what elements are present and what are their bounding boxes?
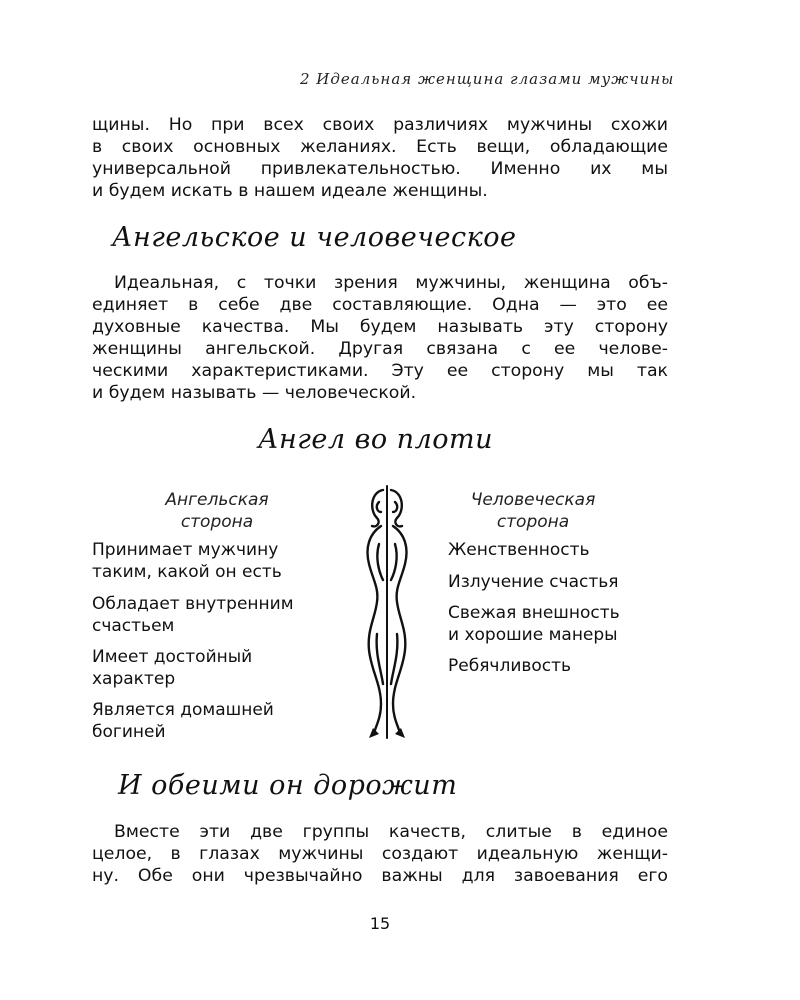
paragraph-line: универсальной привлекательностью. Именно их мы	[92, 159, 668, 179]
item-line: Свежая внешность	[448, 603, 620, 623]
paragraph-line: Вместе эти две группы качеств, слитые в единое	[114, 822, 668, 842]
item-line: Принимает мужчину	[92, 540, 279, 560]
item-line: Является домашней	[92, 700, 274, 720]
item-line: Имеет достойный	[92, 647, 253, 667]
paragraph-line: щины. Но при всех своих различиях мужчины схожи	[92, 115, 668, 135]
paragraph-line: ческими характеристиками. Эту ее сторону мы так	[92, 361, 668, 381]
paragraph-line: и будем искать в нашем идеале женщины.	[92, 181, 488, 201]
section-paragraph-2	[92, 821, 668, 887]
diagram-title: Ангел во плоти	[258, 424, 494, 455]
human-item	[448, 539, 590, 561]
section-heading-cherishes-both: И обеими он дорожит	[118, 770, 458, 801]
human-side-title-line: Человеческая	[470, 490, 596, 510]
paragraph-line: ну. Обе они чрезвычайно важны для завоевания его	[92, 866, 668, 886]
paragraph-line: в своих основных желаниях. Есть вещи, обладающие	[92, 137, 668, 157]
item-line: Обладает внутренним	[92, 594, 294, 614]
paragraph-line: женщины ангельской. Другая связана с ее челове-	[92, 339, 668, 359]
section-paragraph-1	[92, 272, 668, 404]
paragraph-line: единяет в себе две составляющие. Одна — это ее	[92, 295, 668, 315]
item-line: Ребячливость	[448, 656, 572, 676]
human-side-title	[448, 489, 618, 533]
angelic-item	[92, 539, 282, 583]
angelic-side-title	[132, 489, 302, 533]
running-head: 2 Идеальная женщина глазами мужчины	[300, 70, 675, 88]
item-line: и хорошие манеры	[448, 625, 618, 645]
page-number: 15	[369, 914, 391, 933]
paragraph-line: и будем называть — человеческой.	[92, 383, 417, 403]
human-item	[448, 655, 571, 677]
female-silhouette-icon	[355, 484, 419, 740]
human-side-title-line: сторона	[496, 512, 570, 532]
item-line: таким, какой он есть	[92, 562, 282, 582]
section-heading-angelic-and-human: Ангельское и человеческое	[112, 222, 517, 253]
item-line: богиней	[92, 722, 166, 742]
paragraph-line: Идеальная, с точки зрения мужчины, женщина объ-	[114, 273, 668, 293]
angelic-item	[92, 646, 252, 690]
intro-paragraph	[92, 114, 668, 202]
paragraph-line: целое, в глазах мужчины создают идеальную женщи-	[92, 844, 668, 864]
item-line: Женственность	[448, 540, 590, 560]
human-item	[448, 571, 619, 593]
paragraph-line: духовные качества. Мы будем называть эту сторону	[92, 317, 668, 337]
item-line: счастьем	[92, 616, 175, 636]
angelic-side-title-line: сторона	[180, 512, 254, 532]
angelic-item	[92, 699, 274, 743]
item-line: характер	[92, 669, 176, 689]
angelic-item	[92, 593, 294, 637]
item-line: Излучение счастья	[448, 572, 619, 592]
human-item	[448, 602, 620, 646]
angelic-side-title-line: Ангельская	[165, 490, 269, 510]
